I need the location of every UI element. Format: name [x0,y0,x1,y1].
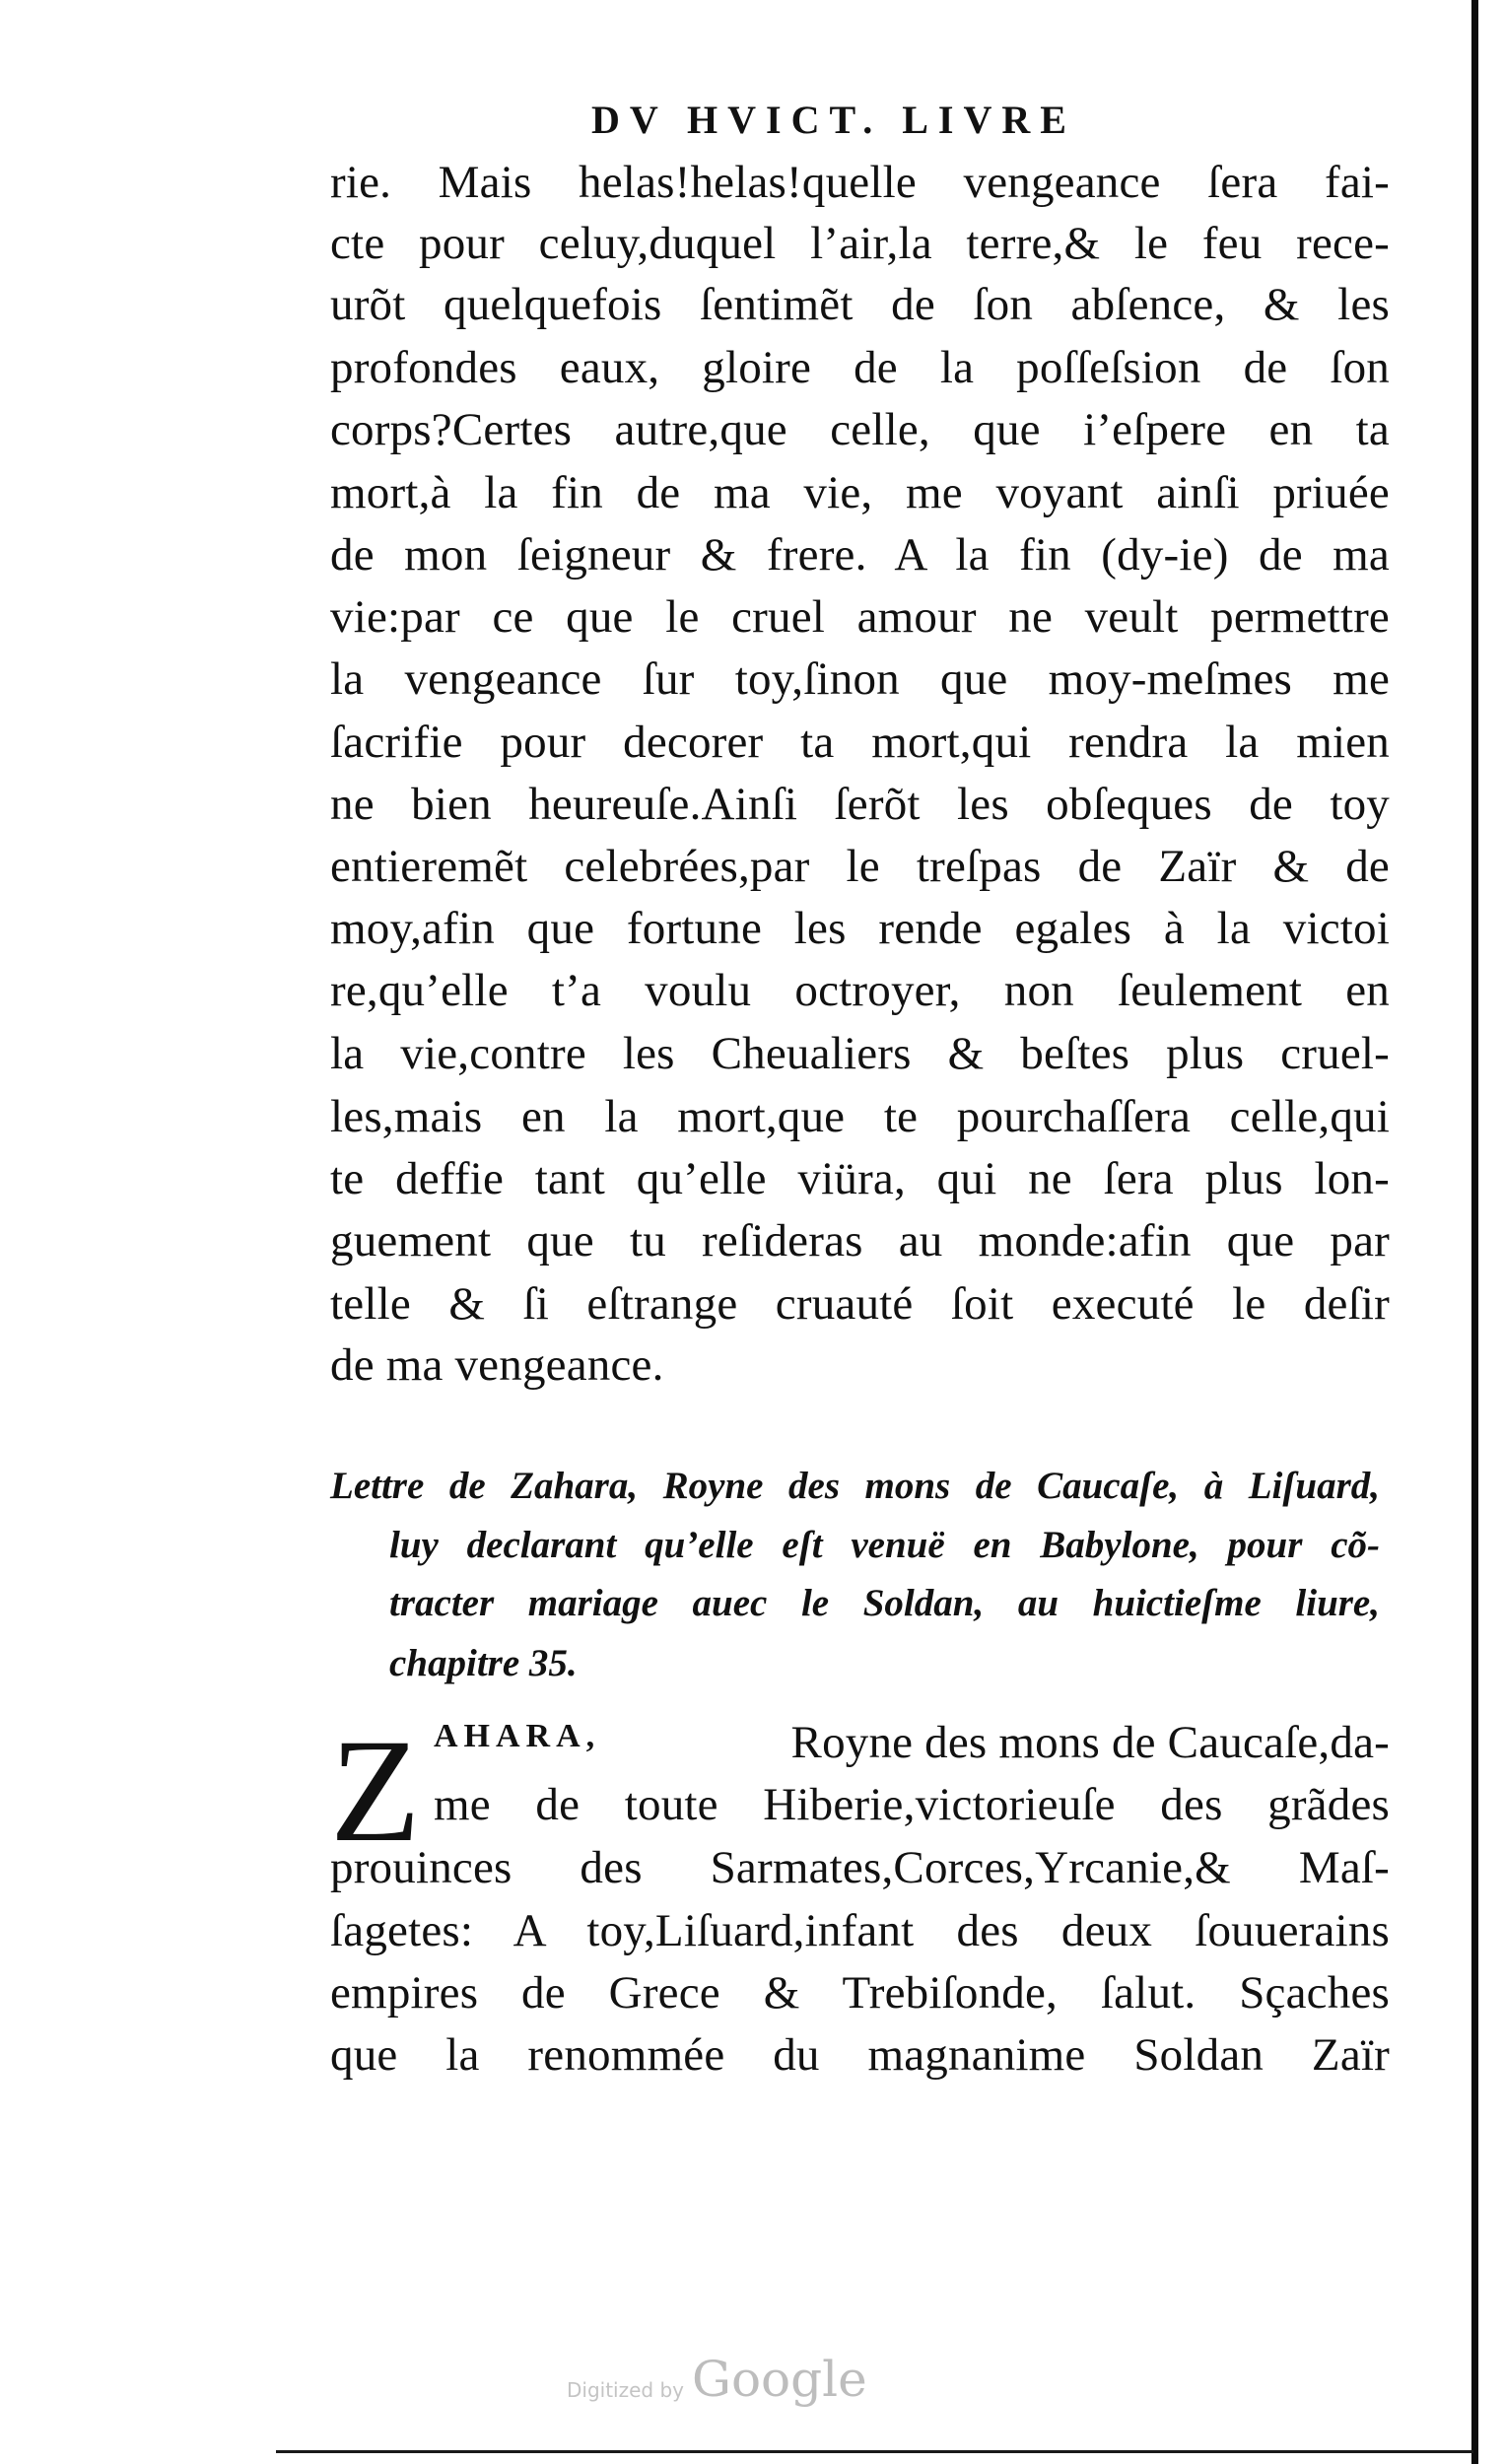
body-line: ne bien heureuſe.Ainſi ſerõt les obſeques de toy [330,779,1390,830]
letter-second-line: me de toute Hiberie,victorieuſe des grãdes [434,1779,1390,1830]
page-edge-rule [1471,0,1478,2464]
body-line: mort,à la fin de ma vie, me voyant ainſi priuée [330,467,1390,518]
letter-opening-caps: AHARA, [434,1718,601,1754]
letter-caption-line: Lettre de Zahara, Royne des mons de Caucaſe, à Liſuard, [330,1465,1380,1507]
digitized-by-label: Digitized by [567,2378,684,2402]
body-line: la vengeance ſur toy,ſinon que moy-meſmes me [330,653,1390,705]
body-line-last: de ma vengeance. [330,1339,664,1391]
page-bottom-rule [276,2450,1473,2453]
body-line: corps?Certes autre,que celle, que i’eſpere en ta [330,404,1390,455]
body-line: ſacrifie pour decorer ta mort,qui rendra la mien [330,717,1390,768]
body-line: entieremẽt celebrées,par le treſpas de Zaïr & de [330,841,1390,892]
letter-caption-line: chapitre 35. [389,1642,578,1684]
running-head: DV HVICT. LIVRE [591,98,1076,142]
body-line: vie:par ce que le cruel amour ne veult permettre [330,591,1390,643]
letter-first-line [434,1717,1390,1768]
body-line: les,mais en la mort,que te pourchaſſera celle,qui [330,1091,1390,1142]
body-line: telle & ſi eſtrange cruauté ſoit executé le deſir [330,1278,1390,1330]
letter-caption-line: luy declarant qu’elle eſt venuë en Babylone, pour cõ- [389,1524,1380,1566]
body-line: rie. Mais helas!helas!quelle vengeance ſera fai- [330,157,1390,208]
letter-line: prouinces des Sarmates,Corces,Yrcanie,& Maſ- [330,1842,1390,1893]
body-line: profondes eaux, gloire de la poſſeſsion de ſon [330,342,1390,393]
body-line: moy,afin que fortune les rende egales à la victoi [330,903,1390,954]
body-line: de mon ſeigneur & frere. A la fin (dy-ie) de ma [330,529,1390,581]
drop-cap-letter: Z [330,1709,421,1873]
body-line: guement que tu reſideras au monde:afin que par [330,1215,1390,1266]
letter-caption-line: tracter mariage auec le Soldan, au huictieſme liure, [389,1582,1380,1624]
body-line: re,qu’elle t’a voulu octroyer, non ſeulement en [330,965,1390,1016]
body-line: la vie,contre les Cheualiers & beſtes plus cruel- [330,1028,1390,1079]
letter-line: empires de Grece & Trebiſonde, ſalut. Sçaches [330,1967,1390,2019]
letter-line: ſagetes: A toy,Liſuard,infant des deux ſouuerains [330,1905,1390,1956]
letter-first-line-rest: Royne des mons de Caucaſe,da- [790,1717,1390,1768]
body-line: urõt quelquefois ſentimẽt de ſon abſence, & les [330,279,1390,330]
body-line: te deffie tant qu’elle viüra, qui ne ſera plus lon- [330,1153,1390,1204]
letter-line: que la renommée du magnanime Soldan Zaïr [330,2029,1390,2081]
google-watermark: Google [692,2351,867,2408]
body-line: cte pour celuy,duquel l’air,la terre,& le feu rece- [330,218,1390,269]
